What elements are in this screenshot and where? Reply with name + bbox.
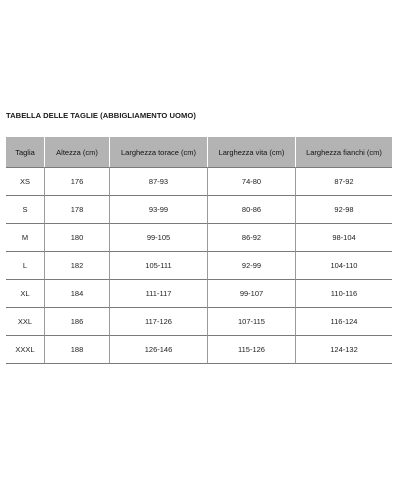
table-row: [6, 196, 392, 224]
height-cell: 182: [44, 252, 109, 280]
size-cell: XL: [6, 280, 44, 308]
hip-cell: 92-98: [295, 196, 392, 224]
table-row: [6, 167, 392, 196]
waist-cell: 107-115: [207, 308, 295, 336]
height-cell: 188: [44, 336, 109, 364]
waist-cell: 80-86: [207, 196, 295, 224]
waist-cell: 115-126: [207, 336, 295, 364]
table-row: [6, 336, 392, 364]
size-cell: L: [6, 252, 44, 280]
height-cell: 178: [44, 196, 109, 224]
hip-cell: 116-124: [295, 308, 392, 336]
height-cell: 176: [44, 167, 109, 196]
size-cell: XXL: [6, 308, 44, 336]
size-cell: M: [6, 224, 44, 252]
table-row: [6, 224, 392, 252]
hip-cell: 124-132: [295, 336, 392, 364]
waist-cell: 99-107: [207, 280, 295, 308]
chest-cell: 87-93: [109, 167, 207, 196]
hip-cell: 104-110: [295, 252, 392, 280]
chest-cell: 117-126: [109, 308, 207, 336]
chest-cell: 126-146: [109, 336, 207, 364]
chest-cell: 93-99: [109, 196, 207, 224]
height-cell: 180: [44, 224, 109, 252]
hip-cell: 98-104: [295, 224, 392, 252]
waist-cell: 86-92: [207, 224, 295, 252]
table-row: [6, 280, 392, 308]
header-size: Taglia: [6, 137, 44, 167]
hip-cell: 87-92: [295, 167, 392, 196]
waist-cell: 74-80: [207, 167, 295, 196]
header-chest-width: Larghezza torace (cm): [109, 137, 207, 167]
header-height: Altezza (cm): [44, 137, 109, 167]
chest-cell: 105-111: [109, 252, 207, 280]
table-row: [6, 252, 392, 280]
table-row: [6, 308, 392, 336]
hip-cell: 110-116: [295, 280, 392, 308]
header-hip-width: Larghezza fianchi (cm): [295, 137, 392, 167]
table-header-row: [6, 137, 392, 167]
header-waist-width: Larghezza vita (cm): [207, 137, 295, 167]
size-cell: S: [6, 196, 44, 224]
size-cell: XS: [6, 167, 44, 196]
height-cell: 186: [44, 308, 109, 336]
size-chart-table: [6, 137, 392, 364]
chest-cell: 111-117: [109, 280, 207, 308]
chest-cell: 99-105: [109, 224, 207, 252]
waist-cell: 92-99: [207, 252, 295, 280]
height-cell: 184: [44, 280, 109, 308]
size-chart-title: TABELLA DELLE TAGLIE (ABBIGLIAMENTO UOMO): [6, 111, 196, 120]
size-cell: XXXL: [6, 336, 44, 364]
